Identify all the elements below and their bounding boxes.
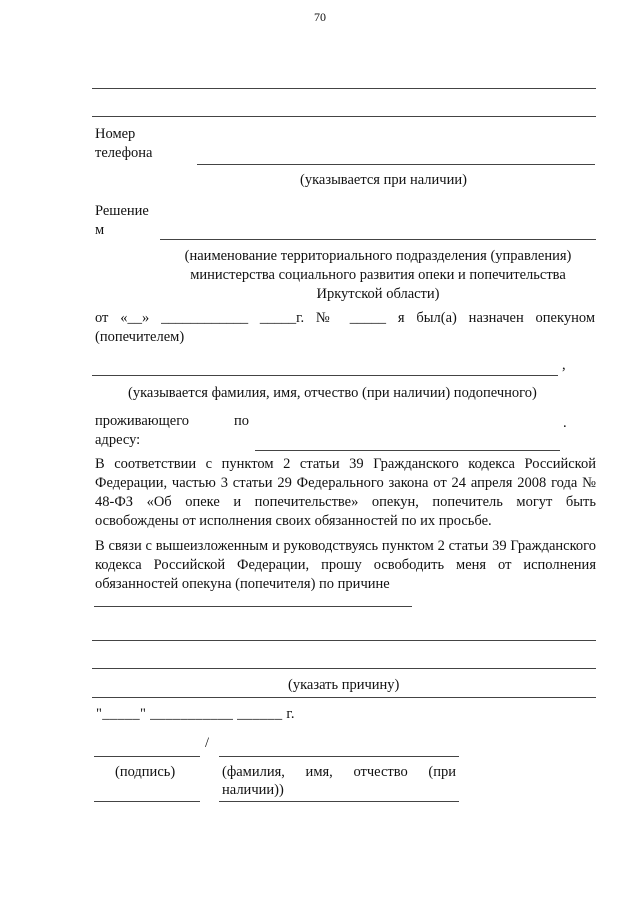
address-label-line2: адресу:: [95, 432, 141, 448]
ward-name-line[interactable]: [92, 375, 558, 376]
appointment-line2: (попечителем): [95, 329, 185, 345]
phone-label-line2: телефона: [95, 145, 153, 161]
decision-label-line1: Решение: [95, 203, 149, 219]
reason-line-3[interactable]: [92, 668, 596, 669]
phone-field-line[interactable]: [197, 164, 595, 165]
appointment-line1: от «__» ____________ _____г. № _____ я был(а) назначен опекуном: [95, 310, 595, 326]
address-label-po: по: [234, 413, 250, 429]
signature-line[interactable]: [94, 756, 200, 757]
ward-hint: (указывается фамилия, имя, отчество (при наличии) подопечного): [128, 385, 537, 401]
page-number: 70: [314, 10, 326, 24]
phone-label-line1: Номер: [95, 126, 136, 142]
ward-comma: ,: [562, 357, 566, 373]
address-field-line[interactable]: [255, 450, 560, 451]
phone-hint: (указывается при наличии): [300, 172, 467, 188]
full-name-line[interactable]: [219, 756, 459, 757]
address-label-line1: проживающего: [95, 413, 190, 429]
reason-line-4[interactable]: [92, 697, 596, 698]
blank-line-2[interactable]: [92, 116, 596, 117]
name-hint-line1: (фамилия, имя, отчество (при: [222, 764, 456, 780]
decision-hint-line2: министерства социального развития опеки и попечительства: [190, 267, 566, 283]
date-line[interactable]: "_____" ___________ ______ г.: [96, 706, 295, 722]
paragraph-legal-basis: В соответствии с пунктом 2 статьи 39 Гражданского кодекса Российской Федерации, частью 3 статьи 29 Федерального закона от 24 апреля 2008 года № 48-ФЗ «Об опеке и попечительстве» опекун, попечитель могут быть освобождены от исполнения своих обязанностей по их просьбе.: [95, 456, 596, 529]
decision-field-line[interactable]: [160, 239, 596, 240]
decision-hint: [160, 247, 596, 304]
signature-slash: /: [205, 735, 210, 751]
name-hint-line2: наличии)): [222, 782, 284, 798]
address-dot: .: [563, 415, 567, 431]
reason-line-1[interactable]: [94, 606, 412, 607]
paragraph-request: В связи с вышеизложенным и руководствуясь пунктом 2 статьи 39 Гражданского кодекса Российской Федерации, прошу освободить меня от исполнения обязанностей опекуна (попечителя) по причине: [95, 538, 596, 592]
reason-hint: (указать причину): [288, 677, 400, 693]
full-name-underline-2: [219, 801, 459, 802]
signature-hint: (подпись): [115, 764, 176, 780]
blank-line-1[interactable]: [92, 88, 596, 89]
decision-hint-line1: (наименование территориального подразделения (управления): [184, 248, 572, 264]
decision-label-line2: м: [95, 222, 105, 238]
signature-underline-2: [94, 801, 200, 802]
reason-line-2[interactable]: [92, 640, 596, 641]
decision-hint-line3: Иркутской области): [316, 286, 440, 302]
